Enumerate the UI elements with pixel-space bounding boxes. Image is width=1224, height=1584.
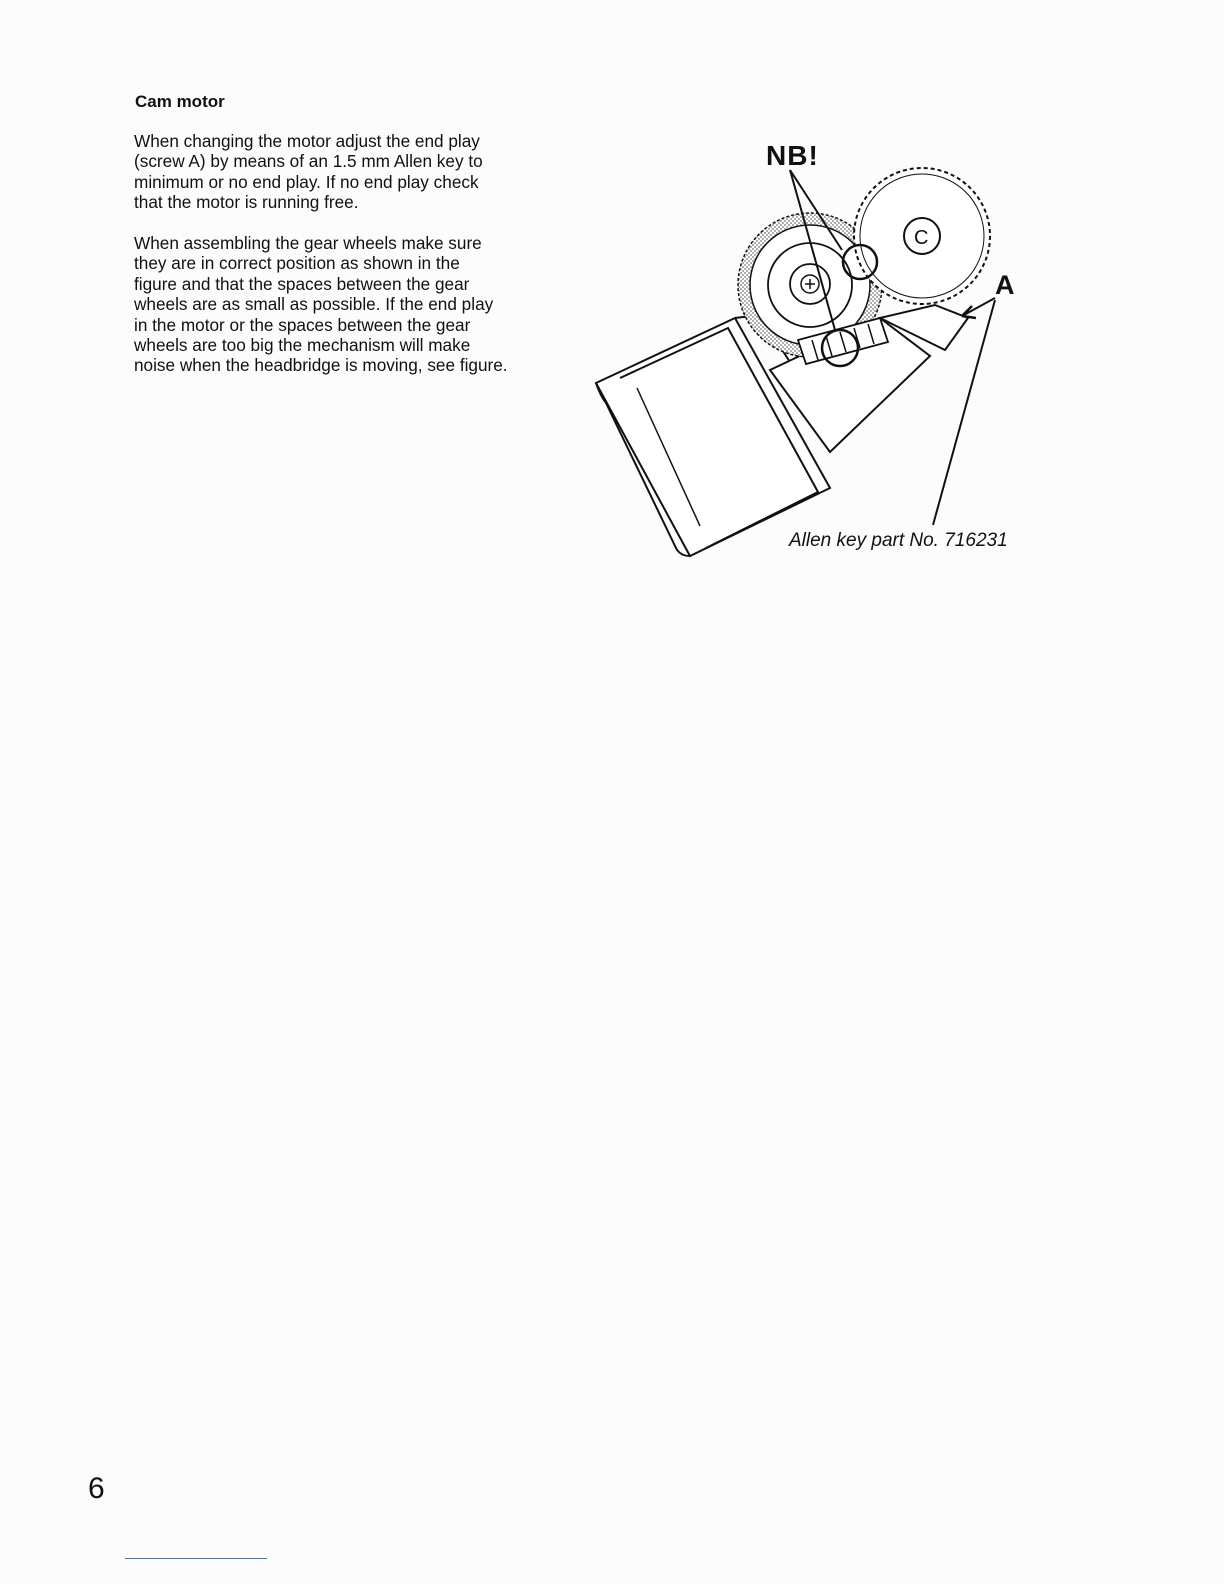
gear-label: C	[914, 227, 929, 249]
cam-gear-icon	[854, 168, 990, 304]
footer-divider	[125, 1558, 267, 1559]
paragraph-line: that the motor is running free.	[134, 192, 359, 213]
section-heading: Cam motor	[135, 92, 225, 111]
paragraph-line: minimum or no end play. If no end play check	[134, 171, 479, 192]
page-number: 6	[88, 1472, 105, 1505]
paragraph-line: noise when the headbridge is moving, see figure.	[134, 355, 508, 376]
paragraph-line: they are in correct position as shown in the	[134, 253, 460, 274]
paragraph-line: (screw A) by means of an 1.5 mm Allen key to	[134, 151, 483, 172]
screw-a-label: A	[995, 270, 1015, 300]
paragraph-line: in the motor or the spaces between the gear	[134, 314, 471, 335]
paragraph-line: When assembling the gear wheels make sure	[134, 233, 482, 253]
nb-label: NB!	[766, 140, 819, 171]
paragraph-line: figure and that the spaces between the gear	[134, 273, 470, 294]
cam-motor-illustration	[580, 130, 1050, 570]
paragraph-line: wheels are too big the mechanism will make	[134, 335, 471, 356]
paragraph-line: wheels are as small as possible. If the end play	[134, 294, 494, 315]
paragraph-end-play	[134, 131, 554, 213]
paragraph-line: When changing the motor adjust the end play	[134, 131, 480, 151]
figure-caption: Allen key part No. 716231	[789, 530, 1008, 551]
paragraph-gear-assembly	[134, 233, 554, 376]
